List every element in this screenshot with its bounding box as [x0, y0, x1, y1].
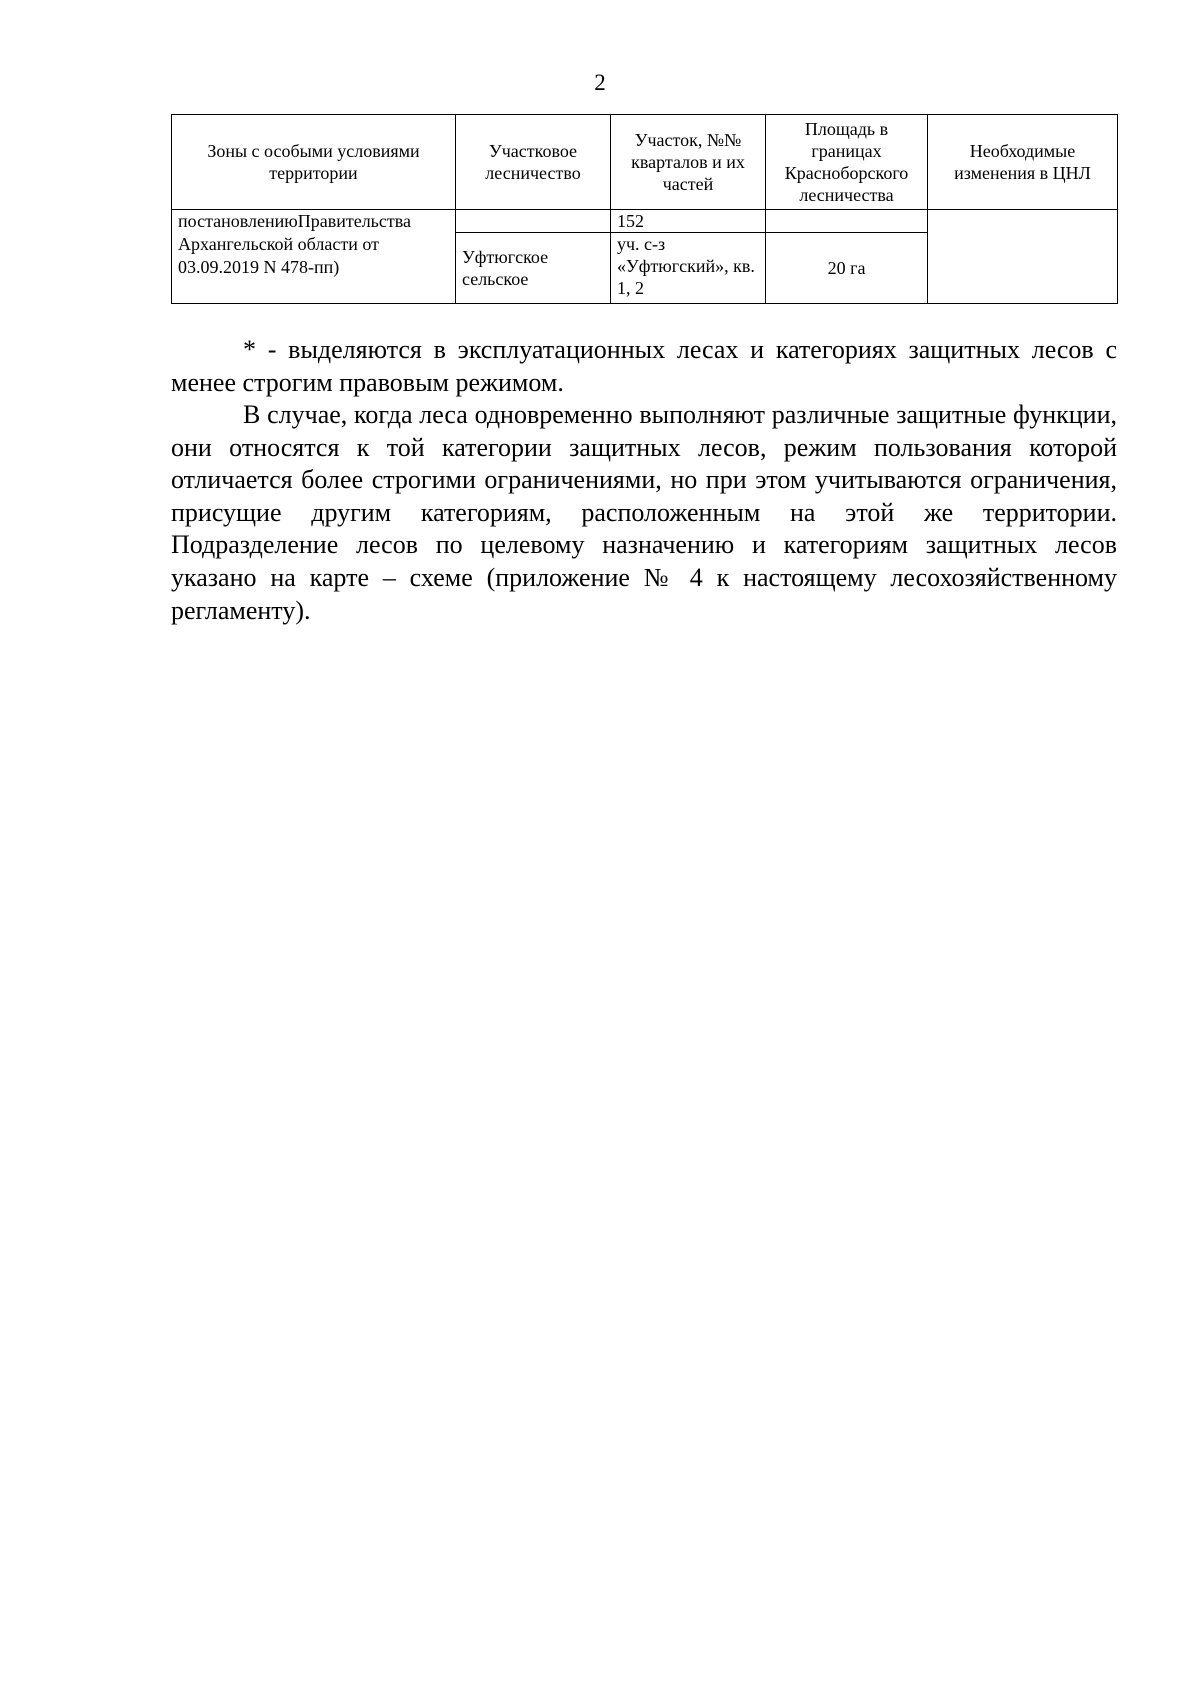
- table-header-row: [172, 115, 1118, 210]
- forestry-cell: Уфтюгское сельское: [456, 233, 611, 304]
- header-zones: Зоны с особыми условиями территории: [172, 115, 456, 210]
- zone-line: Архангельской области от: [178, 234, 379, 254]
- zones-table: [171, 114, 1118, 304]
- body-paragraph: В случае, когда леса одновременно выполняют различные защитные функции, они относятся к той категории защитных лесов, режим пользования которой отличается более строгими ограничениями, но при этом учитываются ограничения, присущие другим категориям, расположенным на этой же территории. Подразделение лесов по целевому назначению и категориям защитных лесов указано на карте – схеме (приложение № 4 к настоящему лесохозяйственному регламенту).: [171, 400, 1117, 625]
- zone-line: постановлениюПравительства: [178, 211, 411, 231]
- page-number: 2: [594, 70, 606, 95]
- header-plot: Участок, №№ кварталов и их частей: [611, 115, 766, 210]
- header-forestry: Участковое лесничество: [456, 115, 611, 210]
- plot-cell: уч. с-з «Уфтюгский», кв. 1, 2: [611, 233, 766, 304]
- zone-cell: [172, 210, 456, 304]
- changes-cell: [928, 210, 1118, 304]
- forestry-cell: [456, 210, 611, 233]
- zone-line: 03.09.2019 N 478-пп): [178, 257, 340, 277]
- header-changes: Необходимые изменения в ЦНЛ: [928, 115, 1118, 210]
- area-cell: [766, 210, 928, 233]
- area-cell: 20 га: [766, 233, 928, 304]
- header-area: Площадь в границах Красноборского лесничества: [766, 115, 928, 210]
- footnote: * - выделяются в эксплуатационных лесах и категориях защитных лесов с менее строгим правовым режимом.: [171, 335, 1117, 397]
- plot-cell: 152: [611, 210, 766, 233]
- table-row: [172, 210, 1118, 233]
